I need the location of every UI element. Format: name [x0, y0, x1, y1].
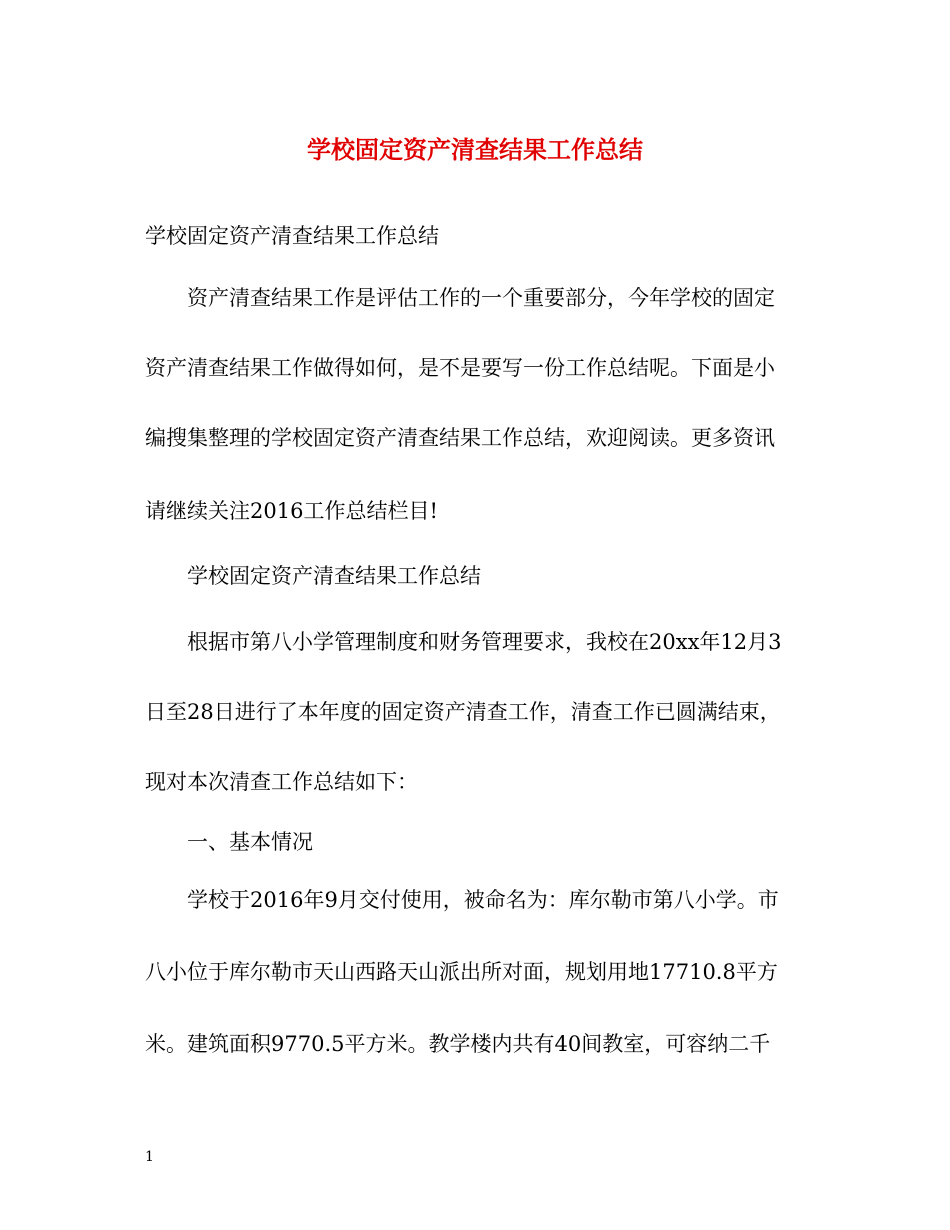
- paragraph-line: 编搜集整理的学校固定资产清查结果工作总结，欢迎阅读。更多资讯: [145, 426, 775, 450]
- paragraph-line: 日至28日进行了本年度的固定资产清查工作，清查工作已圆满结束，: [145, 700, 781, 724]
- paragraph-line: 资产清查结果工作做得如何，是不是要写一份工作总结呢。下面是小: [145, 356, 775, 380]
- document-title: 学校固定资产清查结果工作总结: [307, 135, 643, 164]
- subtitle-line: 学校固定资产清查结果工作总结: [145, 224, 439, 248]
- paragraph-line: 请继续关注2016工作总结栏目!: [145, 499, 438, 523]
- paragraph-line: 学校于2016年9月交付使用，被命名为：库尔勒市第八小学。市: [187, 888, 779, 912]
- paragraph-line: 资产清查结果工作是评估工作的一个重要部分，今年学校的固定: [187, 286, 775, 310]
- paragraph-line: 八小位于库尔勒市天山西路天山派出所对面，规划用地17710.8平方: [145, 960, 778, 984]
- paragraph-line: 根据市第八小学管理制度和财务管理要求，我校在20xx年12月3: [187, 630, 782, 654]
- section-heading: 一、基本情况: [187, 830, 313, 854]
- paragraph-line: 现对本次清查工作总结如下：: [145, 770, 418, 794]
- paragraph-line: 米。建筑面积9770.5平方米。教学楼内共有40间教室，可容纳二千: [145, 1032, 771, 1056]
- page-number: 1: [145, 1149, 154, 1165]
- section-heading: 学校固定资产清查结果工作总结: [187, 564, 481, 588]
